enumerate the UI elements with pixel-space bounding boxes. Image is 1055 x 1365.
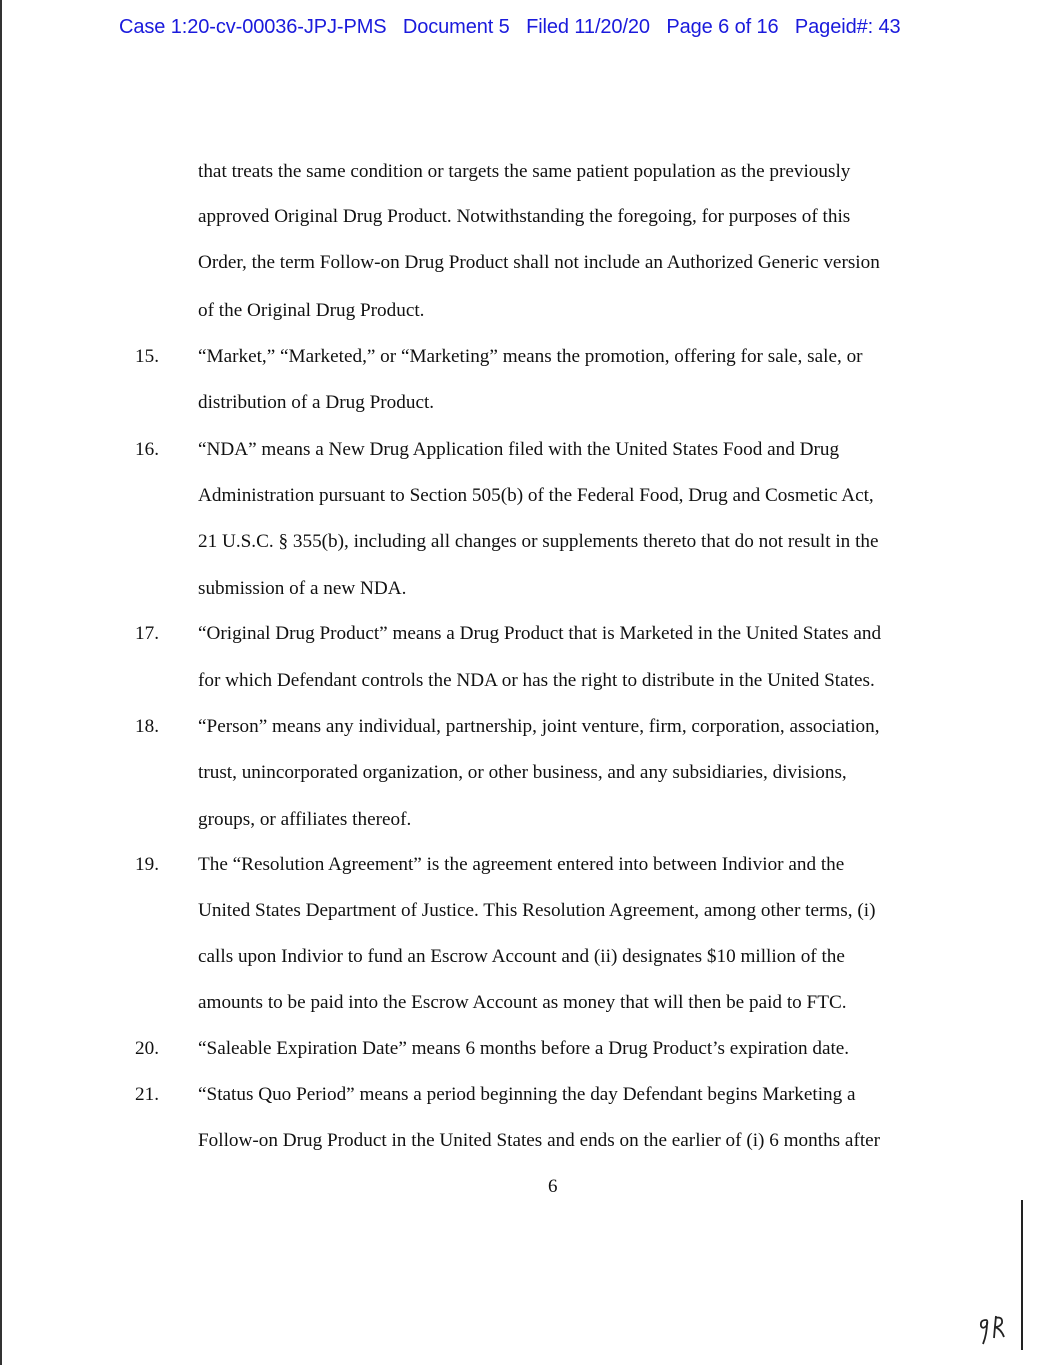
- paragraph-number: 20.: [135, 1038, 159, 1059]
- paragraph-number: 15.: [135, 346, 159, 367]
- text-line: amounts to be paid into the Escrow Account as money that will then be paid to FTC.: [198, 992, 847, 1013]
- text-line: “Person” means any individual, partnership, joint venture, firm, corporation, association,: [198, 716, 880, 737]
- text-line: “Status Quo Period” means a period beginning the day Defendant begins Marketing a: [198, 1084, 856, 1105]
- text-line: submission of a new NDA.: [198, 578, 407, 599]
- text-line: for which Defendant controls the NDA or has the right to distribute in the United States.: [198, 670, 875, 691]
- text-line: “Original Drug Product” means a Drug Product that is Marketed in the United States and: [198, 623, 882, 644]
- paragraph-number: 19.: [135, 854, 159, 875]
- text-line: Order, the term Follow-on Drug Product shall not include an Authorized Generic version: [198, 252, 880, 273]
- paragraph-number: 17.: [135, 623, 159, 644]
- margin-line: [1021, 1200, 1023, 1350]
- text-line: groups, or affiliates thereof.: [198, 809, 412, 830]
- text-line: “Saleable Expiration Date” means 6 months before a Drug Product’s expiration date.: [198, 1038, 850, 1059]
- text-line: approved Original Drug Product. Notwithstanding the foregoing, for purposes of this: [198, 206, 851, 227]
- text-line: The “Resolution Agreement” is the agreement entered into between Indivior and the: [198, 854, 845, 875]
- text-line: calls upon Indivior to fund an Escrow Account and (ii) designates $10 million of the: [198, 946, 845, 967]
- page-number: 6: [548, 1176, 558, 1197]
- paragraph-number: 18.: [135, 716, 159, 737]
- text-line: Administration pursuant to Section 505(b) of the Federal Food, Drug and Cosmetic Act,: [198, 485, 874, 506]
- text-line: Follow-on Drug Product in the United States and ends on the earlier of (i) 6 months after: [198, 1130, 881, 1151]
- text-line: “NDA” means a New Drug Application filed with the United States Food and Drug: [198, 439, 840, 460]
- text-line: of the Original Drug Product.: [198, 300, 425, 321]
- paragraph-number: 21.: [135, 1084, 159, 1105]
- scan-border: [0, 0, 2, 1365]
- handwritten-initials: [976, 1310, 1016, 1356]
- text-line: that treats the same condition or targets the same patient population as the previously: [198, 161, 851, 182]
- text-line: United States Department of Justice. This Resolution Agreement, among other terms, (i): [198, 900, 876, 921]
- text-line: distribution of a Drug Product.: [198, 392, 435, 413]
- text-line: trust, unincorporated organization, or other business, and any subsidiaries, divisions,: [198, 762, 847, 783]
- paragraph-number: 16.: [135, 439, 159, 460]
- text-line: 21 U.S.C. § 355(b), including all changes or supplements thereto that do not result in the: [198, 531, 879, 552]
- text-line: “Market,” “Marketed,” or “Marketing” means the promotion, offering for sale, sale, or: [198, 346, 863, 367]
- court-filing-header: Case 1:20-cv-00036-JPJ-PMS Document 5 Filed 11/20/20 Page 6 of 16 Pageid#: 43: [119, 16, 901, 38]
